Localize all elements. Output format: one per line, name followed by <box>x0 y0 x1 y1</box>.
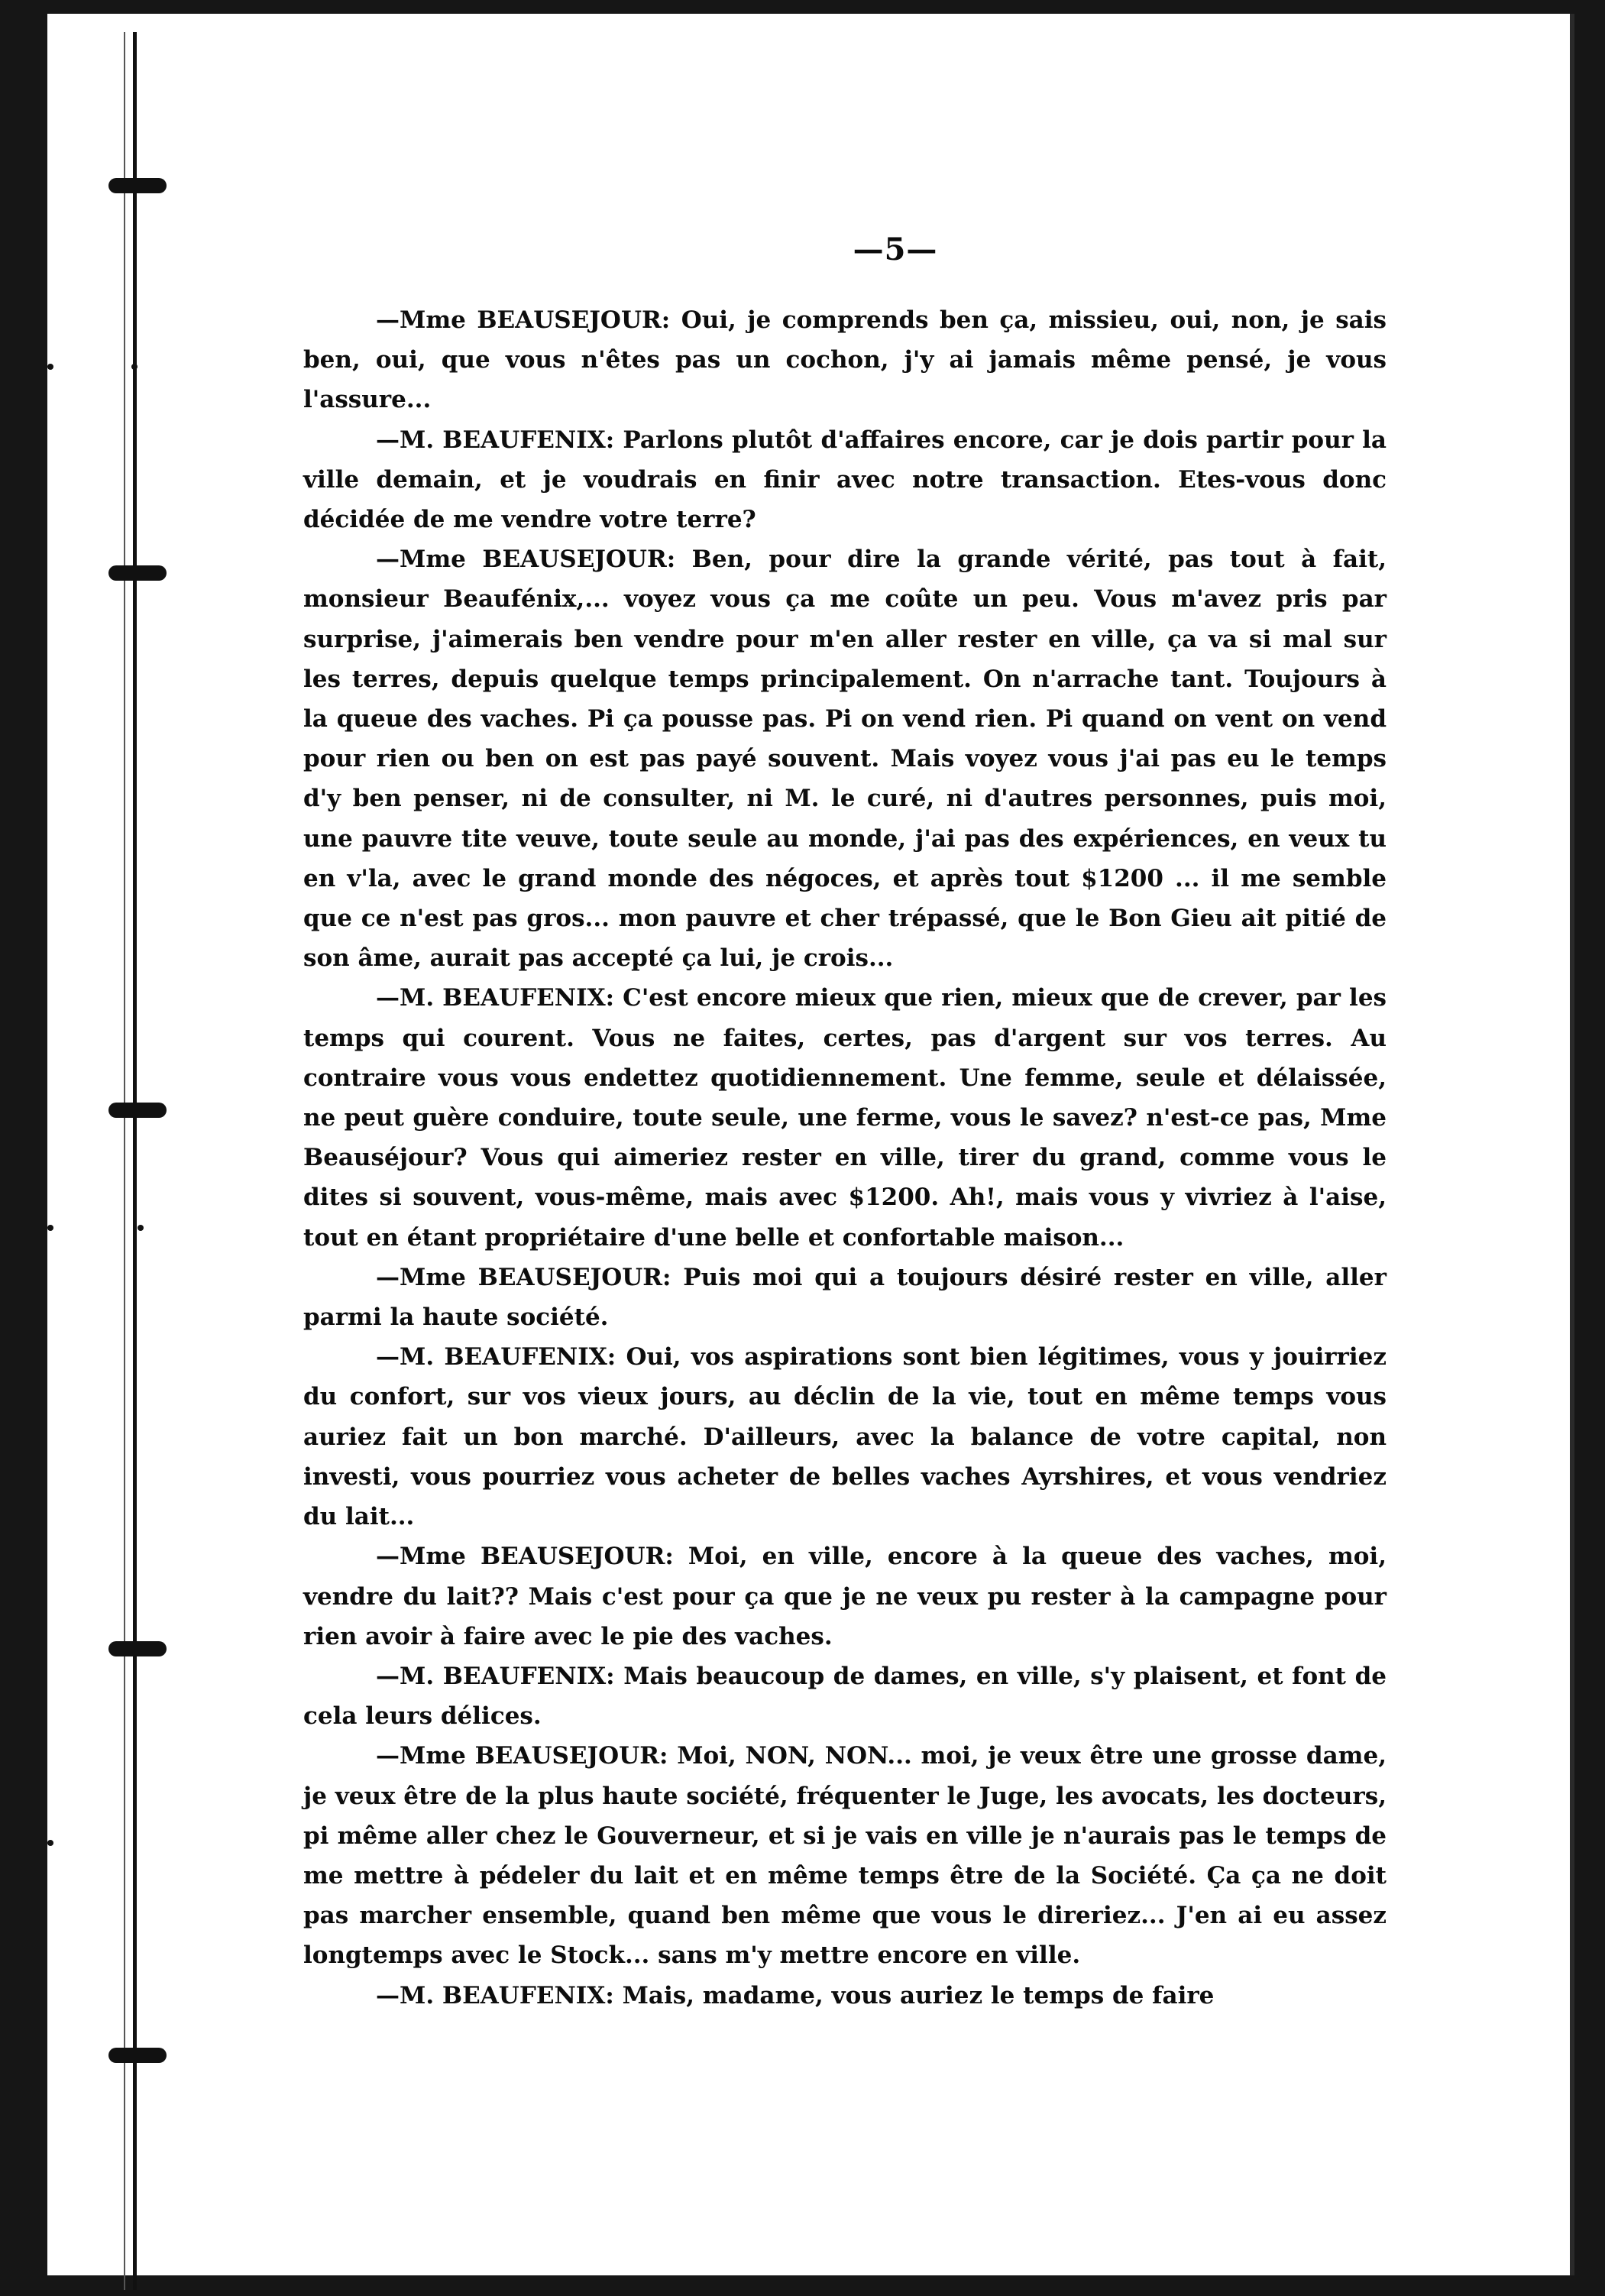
speaker-label: —M. BEAUFENIX: <box>376 984 615 1012</box>
dialogue-line: Ben, pour dire la grande vérité, pas tout à fait, monsieur Beaufénix,... voyez vous ça me coûte un peu. Vous m'avez pris par surprise, j'aimerais ben vendre pour m'en aller rester en ville, ça va si mal sur les terres, depuis quelque temps principalement. On n'arrache tant. Toujours à la queue des vaches. Pi ça pousse pas. Pi on vend rien. Pi quand on vent on vend pour rien ou ben on est pas payé souvent. Mais voyez vous j'ai pas eu le temps d'y ben penser, ni de consulter, ni M. le curé, ni d'autres personnes, puis moi, une pauvre tite veuve, toute seule au monde, j'ai pas des expériences, en veux tu en v'la, avec le grand monde des négoces, et après tout $1200 ... il me semble que ce n'est pas gros... mon pauvre et cher trépassé, que le Bon Gieu ait pitié de son âme, aurait pas accepté ça lui, je crois... <box>303 546 1387 973</box>
dialogue-paragraph <box>303 539 1387 978</box>
speaker-label: —M. BEAUFENIX: <box>376 1343 616 1371</box>
dialogue-line: Moi, NON, NON... moi, je veux être une grosse dame, je veux être de la plus haute société, fréquenter le Juge, les avocats, les docteurs, pi même aller chez le Gouverneur, et si je vais en ville je n'aurais pas le temps de me mettre à pédeler du lait et en même temps être de la Société. Ça ça ne doit pas marcher ensemble, quand ben même que vous le direriez... J'en ai eu assez longtemps avec le Stock... sans m'y mettre encore en ville. <box>303 1742 1387 1970</box>
binding-thread-line <box>124 32 125 2290</box>
dialogue-line: Moi, en ville, encore à la queue des vaches, moi, vendre du lait?? Mais c'est pour ça que je ne veux pu rester à la campagne pour rien avoir à faire avec le pie des vaches. <box>303 1543 1387 1650</box>
dialogue-paragraph <box>303 1736 1387 1975</box>
dialogue-line: Mais beaucoup de dames, en ville, s'y plaisent, et font de cela leurs délices. <box>303 1662 1387 1731</box>
punch-hole-dot <box>47 1225 53 1231</box>
dialogue-paragraph <box>303 1258 1387 1337</box>
dialogue-line: Mais, madame, vous auriez le temps de faire <box>622 1981 1215 2009</box>
dialogue-text-block <box>303 300 1387 2016</box>
dialogue-paragraph <box>303 300 1387 420</box>
binding-tab <box>108 1103 167 1118</box>
speaker-label: —M. BEAUFENIX: <box>376 1662 615 1690</box>
punch-hole-dot <box>138 1225 144 1231</box>
dialogue-paragraph <box>303 1656 1387 1736</box>
dialogue-line: C'est encore mieux que rien, mieux que de crever, par les temps qui courent. Vous ne faites, certes, pas d'argent sur vos terres. Au contraire vous vous endettez quotidiennement. Une femme, seule et délaissée, ne peut guère conduire, toute seule, une ferme, vous le savez? n'est-ce pas, Mme Beauséjour? Vous qui aimeriez rester en ville, tirer du grand, comme vous le dites si souvent, vous-même, mais avec $1200. Ah!, mais vous y vivriez à l'aise, tout en étant propriétaire d'une belle et confortable maison... <box>303 984 1387 1252</box>
dialogue-line: Puis moi qui a toujours désiré rester en ville, aller parmi la haute société. <box>303 1263 1387 1332</box>
dialogue-line: Oui, je comprends ben ça, missieu, oui, non, je sais ben, oui, que vous n'êtes pas un cochon, j'y ai jamais même pensé, je vous l'assure... <box>303 306 1387 414</box>
speaker-label: —Mme BEAUSEJOUR: <box>376 1543 674 1571</box>
binding-tab <box>108 565 167 581</box>
speaker-label: —Mme BEAUSEJOUR: <box>376 546 676 574</box>
dialogue-line: Oui, vos aspirations sont bien légitimes, vous y jouirriez du confort, sur vos vieux jours, au déclin de la vie, tout en même temps vous auriez fait un bon marché. D'ailleurs, avec la balance de votre capital, non investi, vous pourriez vous acheter de belles vaches Ayrshires, et vous vendriez du lait... <box>303 1343 1387 1531</box>
dialogue-paragraph <box>303 1976 1387 2016</box>
speaker-label: —Mme BEAUSEJOUR: <box>376 306 671 334</box>
dialogue-paragraph <box>303 1337 1387 1537</box>
dialogue-paragraph <box>303 978 1387 1257</box>
binding-tab <box>108 178 167 193</box>
dialogue-paragraph <box>303 1537 1387 1656</box>
speaker-label: —M. BEAUFENIX: <box>376 426 615 454</box>
punch-hole-dot <box>47 364 53 370</box>
binding-stitch-line <box>133 32 137 2290</box>
dialogue-line: Parlons plutôt d'affaires encore, car je dois partir pour la ville demain, et je voudrais en finir avec notre transaction. Etes-vous donc décidée de me vendre votre terre? <box>303 426 1387 534</box>
binding-tab <box>108 1641 167 1656</box>
dialogue-paragraph <box>303 420 1387 540</box>
speaker-label: —Mme BEAUSEJOUR: <box>376 1742 668 1770</box>
page-number: —5— <box>853 232 938 267</box>
speaker-label: —M. BEAUFENIX: <box>376 1981 614 2009</box>
binding-tab <box>108 2048 167 2063</box>
punch-hole-dot <box>47 1840 53 1846</box>
speaker-label: —Mme BEAUSEJOUR: <box>376 1263 671 1291</box>
punch-hole-dot <box>131 364 138 370</box>
